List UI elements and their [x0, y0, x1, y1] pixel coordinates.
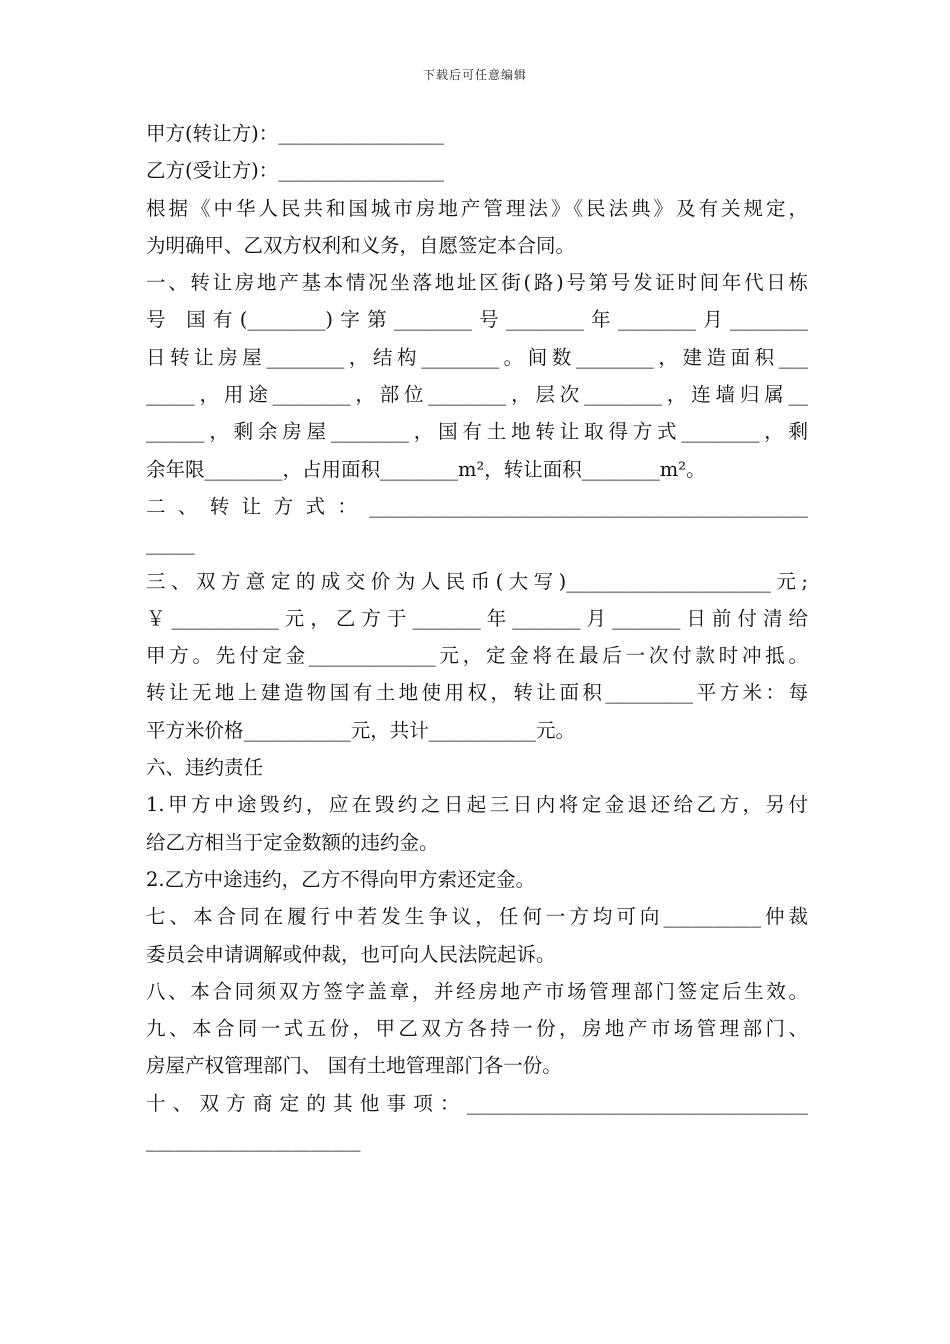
- section-6-line: 给乙方相当于定金数额的违约金。: [146, 830, 439, 854]
- party-b-line: 乙方(受让方)：_________________: [146, 159, 444, 183]
- section-3-line: 三、双方意定的成交价为人民币(大写)_____________________元;: [146, 569, 808, 593]
- section-3-line: 转让无地上建造物国有土地使用权，转让面积_________平方米：每: [146, 681, 808, 705]
- section-6-heading: 六、违约责任: [146, 756, 264, 780]
- section-7-line: 七、本合同在履行中若发生争议，任何一方均可向__________仲裁: [146, 905, 808, 929]
- preamble-line: 根据《中华人民共和国城市房地产管理法》《民法典》及有关规定，: [146, 196, 808, 220]
- section-3-line: 甲方。先付定金_____________元，定金将在最后一次付款时冲抵。: [146, 644, 808, 668]
- section-3-line: 平方米价格___________元，共计___________元。: [146, 718, 576, 742]
- section-2-line: _____: [146, 532, 195, 556]
- section-1-line: _____，用途________，部位________，层次________，连墙归属__: [146, 383, 808, 407]
- section-1-line: 余年限________，占用面积________m²，转让面积________m²。: [146, 457, 706, 481]
- section-9-line: 九、本合同一式五份，甲乙双方各持一份，房地产市场管理部门、: [146, 1017, 808, 1041]
- section-9-line: 房屋产权管理部门、 国有土地管理部门各一份。: [146, 1054, 562, 1078]
- section-3-line: ￥___________元，乙方于_______年_______月_______日前付清给: [146, 606, 808, 630]
- preamble-line: 为明确甲、乙双方权利和义务，自愿签定本合同。: [146, 233, 576, 257]
- section-6-line: 1.甲方中途毁约，应在毁约之日起三日内将定金退还给乙方，另付: [146, 793, 808, 817]
- section-8-line: 八、本合同须双方签字盖章，并经房地产市场管理部门签定后生效。: [146, 979, 808, 1003]
- section-2-line: 二、转让方式：_____________________________________________: [146, 494, 808, 518]
- section-10-line: ______________________: [146, 1129, 361, 1153]
- party-a-line: 甲方(转让方)：_________________: [146, 122, 444, 145]
- section-1-line: 一、转让房地产基本情况坐落地址区街(路)号第号发证时间年代日栋: [146, 271, 808, 295]
- section-1-line: 号 国有(________)字第________号________年________月________: [146, 308, 808, 332]
- section-7-line: 委员会申请调解或仲裁，也可向人民法院起诉。: [146, 942, 556, 966]
- section-1-line: 日转让房屋________，结构________。间数________，建造面积___: [146, 345, 808, 369]
- section-6-line: 2.乙方中途违约，乙方不得向甲方索还定金。: [146, 867, 536, 891]
- header-note: 下载后可任意编辑: [422, 68, 527, 82]
- contract-body: [146, 115, 808, 1159]
- section-10-line: 十、双方商定的其他事项：___________________________________: [146, 1091, 808, 1115]
- section-1-line: ______，剩余房屋________，国有土地转让取得方式________，剩: [146, 420, 808, 444]
